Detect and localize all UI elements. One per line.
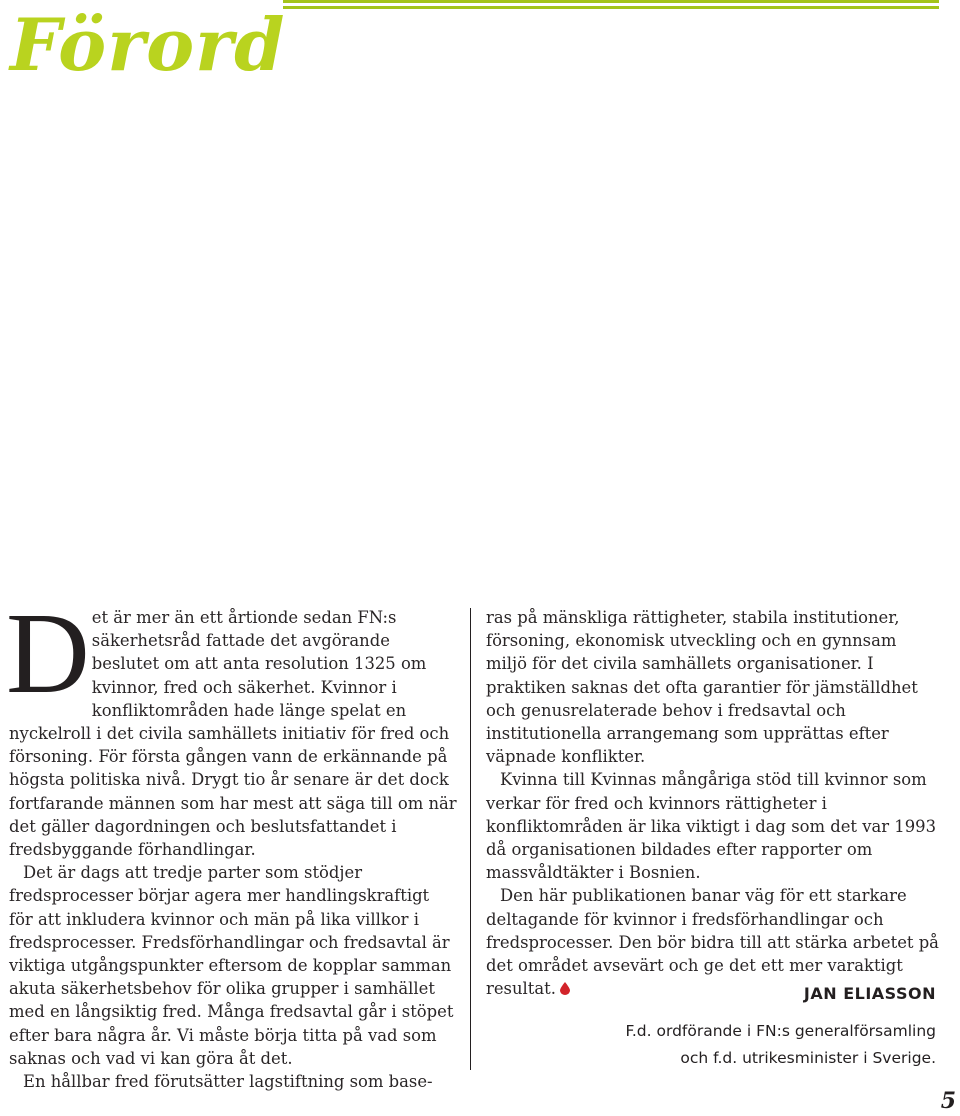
header-rule [283, 0, 939, 3]
author-name: JAN ELIASSON [803, 984, 936, 1003]
paragraph-4: ras på mänskliga rättigheter, stabila institutioner, försoning, ekonomisk utveckling och en gynnsam miljö för det civila samhällets organisationer. I praktiken saknas det ofta garantier för jämställdhet och genusrelaterade behov i fredsavtal och institutionella arrangemang som upprättas efter väpnade konflikter. [486, 608, 918, 767]
page-number: 5 [940, 1088, 956, 1114]
author-affiliation-1: F.d. ordförande i FN:s generalförsamling [625, 1022, 936, 1040]
drop-cap: D [6, 590, 90, 718]
drop-end-icon [560, 982, 570, 995]
paragraph-1-text: et är mer än ett årtionde sedan FN:s säkerhetsråd fattade det avgörande beslutet om att anta resolution 1325 om kvinnor, fred och säkerhet. Kvinnor i konfliktområden hade länge spelat en nyckelroll i det civila samhällets initiativ för fred och försoning. För första gången vann de erkännande på högsta politiska nivå. Drygt tio år senare är det dock fortfarande männen som har mest att säga till om när det gäller dagordningen och beslutsfattandet i fredsbyggande förhandlingar. [9, 608, 457, 860]
author-affiliation-2: och f.d. utrikesminister i Sverige. [680, 1049, 936, 1067]
column-right [486, 606, 942, 1000]
paragraph-2: Det är dags att tredje parter som stödjer fredsprocesser börjar agera mer handlingskraftigt för att inkludera kvinnor och män på lika villkor i fredsprocesser. Fredsförhandlingar och fredsavtal är viktiga utgångspunkter eftersom de kopplar samman akuta säkerhetsbehov för olika grupper i samhället med en långsiktig fred. Många fredsavtal går i stöpet efter bara några år. Vi måste börja titta på vad som saknas och vad vi kan göra åt det. [9, 863, 454, 1068]
column-left [6, 590, 457, 1093]
page-title: Förord [10, 2, 286, 87]
column-divider [470, 608, 471, 1070]
paragraph-6-text: Den här publikationen banar väg för ett starkare deltagande för kvinnor i fredsförhandlingar och fredsprocesser. Den bör bidra till att stärka arbetet på det området avsevärt och ge det ett mer varaktigt resultat. [486, 886, 939, 999]
paragraph-3: En hållbar fred förutsätter lagstiftning som base- [23, 1072, 433, 1092]
paragraph-5: Kvinna till Kvinnas mångåriga stöd till kvinnor som verkar för fred och kvinnors rättigheter i konfliktområden är lika viktigt i dag som det var 1993 då organisationen bildades efter rapporter om massvåldtäkter i Bosnien. [486, 770, 937, 883]
paragraph-1 [6, 590, 457, 861]
header-rule [283, 6, 939, 9]
